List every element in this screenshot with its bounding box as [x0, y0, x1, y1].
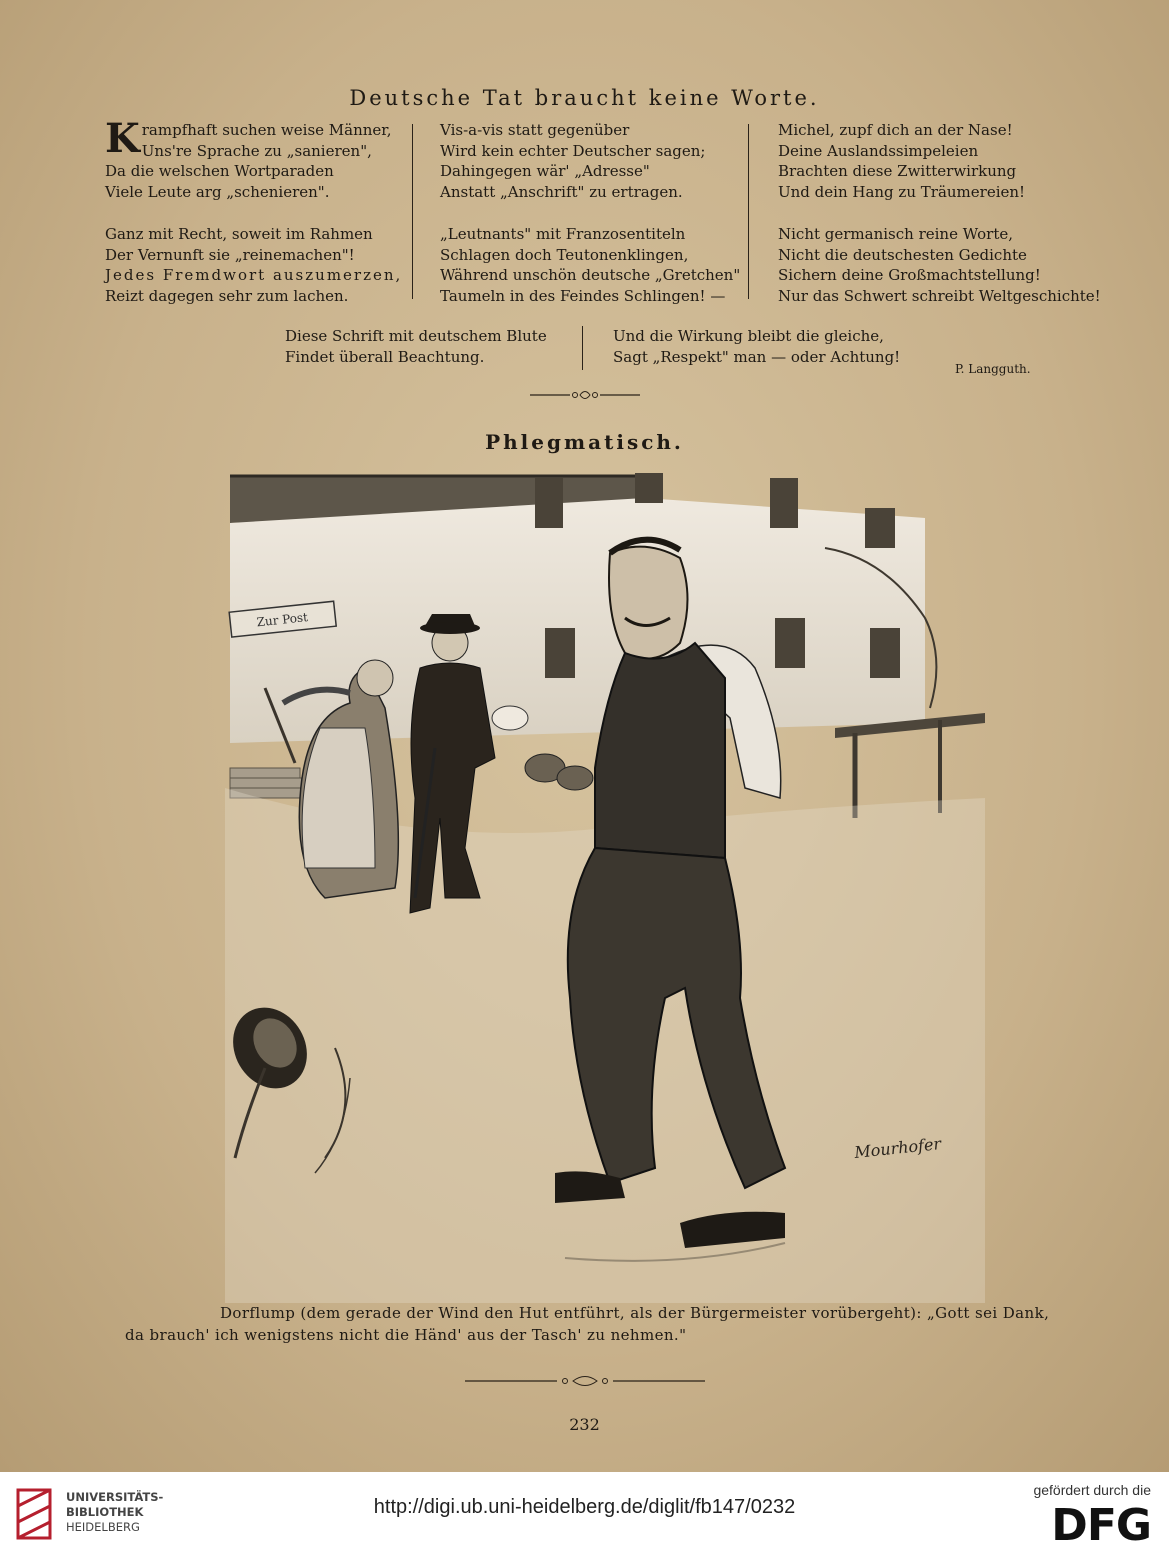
ornament-divider-icon	[0, 386, 1169, 404]
verse-line: Schlagen doch Teutonenklingen,	[440, 245, 689, 264]
verse-line: Deine Auslandssimpeleien	[778, 141, 979, 160]
verse-line: Da die welschen Wortparaden	[105, 162, 334, 180]
column-divider	[582, 326, 583, 370]
verse-line: Taumeln in des Feindes Schlingen! —	[440, 286, 726, 305]
verse-line: Und die Wirkung bleibt die gleiche,	[613, 327, 884, 345]
verse-line: Vis-a-vis statt gegenüber	[440, 121, 630, 139]
institution-line: UNIVERSITÄTS-	[66, 1490, 164, 1504]
poem-author: P. Langguth.	[955, 362, 1031, 376]
illustration-title: Phlegmatisch.	[485, 430, 684, 454]
final-stanza-left	[285, 326, 547, 367]
verse-line: Und dein Hang zu Träumereien!	[778, 182, 1026, 201]
poem-column-1	[105, 115, 403, 306]
institution-line: HEIDELBERG	[66, 1520, 140, 1534]
poem-column-3	[778, 120, 1101, 306]
illustration-caption	[125, 1302, 1065, 1346]
permalink-url[interactable]: http://digi.ub.uni-heidelberg.de/diglit/fb147/0232	[373, 1496, 796, 1518]
verse-line: Nicht germanisch reine Worte,	[778, 225, 1014, 243]
verse-line: Nicht die deutschesten Gedichte	[778, 245, 1027, 264]
verse-line: Anstatt „Anschrift" zu ertragen.	[440, 182, 683, 201]
verse-line: Reizt dagegen sehr zum lachen.	[105, 286, 349, 305]
verse-line: Jedes Fremdwort auszumerzen,	[105, 266, 403, 284]
final-stanza-right	[613, 326, 900, 367]
institution-line: BIBLIOTHEK	[66, 1505, 144, 1519]
verse-line: „Leutnants" mit Franzosentiteln	[440, 225, 686, 243]
caption-line: da brauch' ich wenigstens nicht die Händ' aus der Tasch' zu nehmen."	[125, 1326, 687, 1344]
verse-line: Ganz mit Recht, soweit im Rahmen	[105, 225, 373, 243]
verse-line: rampfhaft suchen weise Männer,	[141, 121, 392, 139]
verse-line: Nur das Schwert schreibt Weltgeschichte!	[778, 286, 1101, 305]
illustration	[225, 468, 985, 1303]
page-number: 232	[569, 1415, 600, 1434]
caption-line: Dorflump (dem gerade der Wind den Hut entführt, als der Bürgermeister vorübergeht): „Gott sei Dank,	[220, 1304, 1050, 1322]
verse-line: Michel, zupf dich an der Nase!	[778, 121, 1013, 139]
verse-line: Der Vernunft sie „reinemachen"!	[105, 245, 355, 264]
verse-line: Dahingegen wär' „Adresse"	[440, 162, 650, 180]
ornament-divider-icon	[0, 1372, 1169, 1390]
inn-sign-text: Zur Post	[255, 610, 309, 630]
verse-line: Sagt „Respekt" man — oder Achtung!	[613, 347, 901, 366]
funding-caption: gefördert durch die	[1033, 1482, 1151, 1498]
verse-line: Brachten diese Zwitterwirkung	[778, 162, 1017, 180]
artist-signature: Mourhofer	[853, 1133, 942, 1162]
viewer-footer	[0, 1472, 1169, 1556]
verse-line: Während unschön deutsche „Gretchen"	[440, 266, 741, 284]
verse-line: Diese Schrift mit deutschem Blute	[285, 327, 547, 345]
column-divider	[748, 124, 749, 299]
verse-line: Uns're Sprache zu „sanieren",	[141, 141, 372, 160]
drop-initial: K	[105, 115, 140, 162]
verse-line: Sichern deine Großmachtstellung!	[778, 266, 1041, 284]
column-divider	[412, 124, 413, 299]
poem-title: Deutsche Tat braucht keine Worte.	[349, 86, 820, 110]
poem-column-2	[440, 120, 740, 306]
verse-line: Wird kein echter Deutscher sagen;	[440, 141, 706, 160]
verse-line: Viele Leute arg „schenieren".	[105, 182, 330, 201]
verse-line: Findet überall Beachtung.	[285, 347, 485, 366]
dfg-logo: DFG	[1051, 1500, 1151, 1551]
